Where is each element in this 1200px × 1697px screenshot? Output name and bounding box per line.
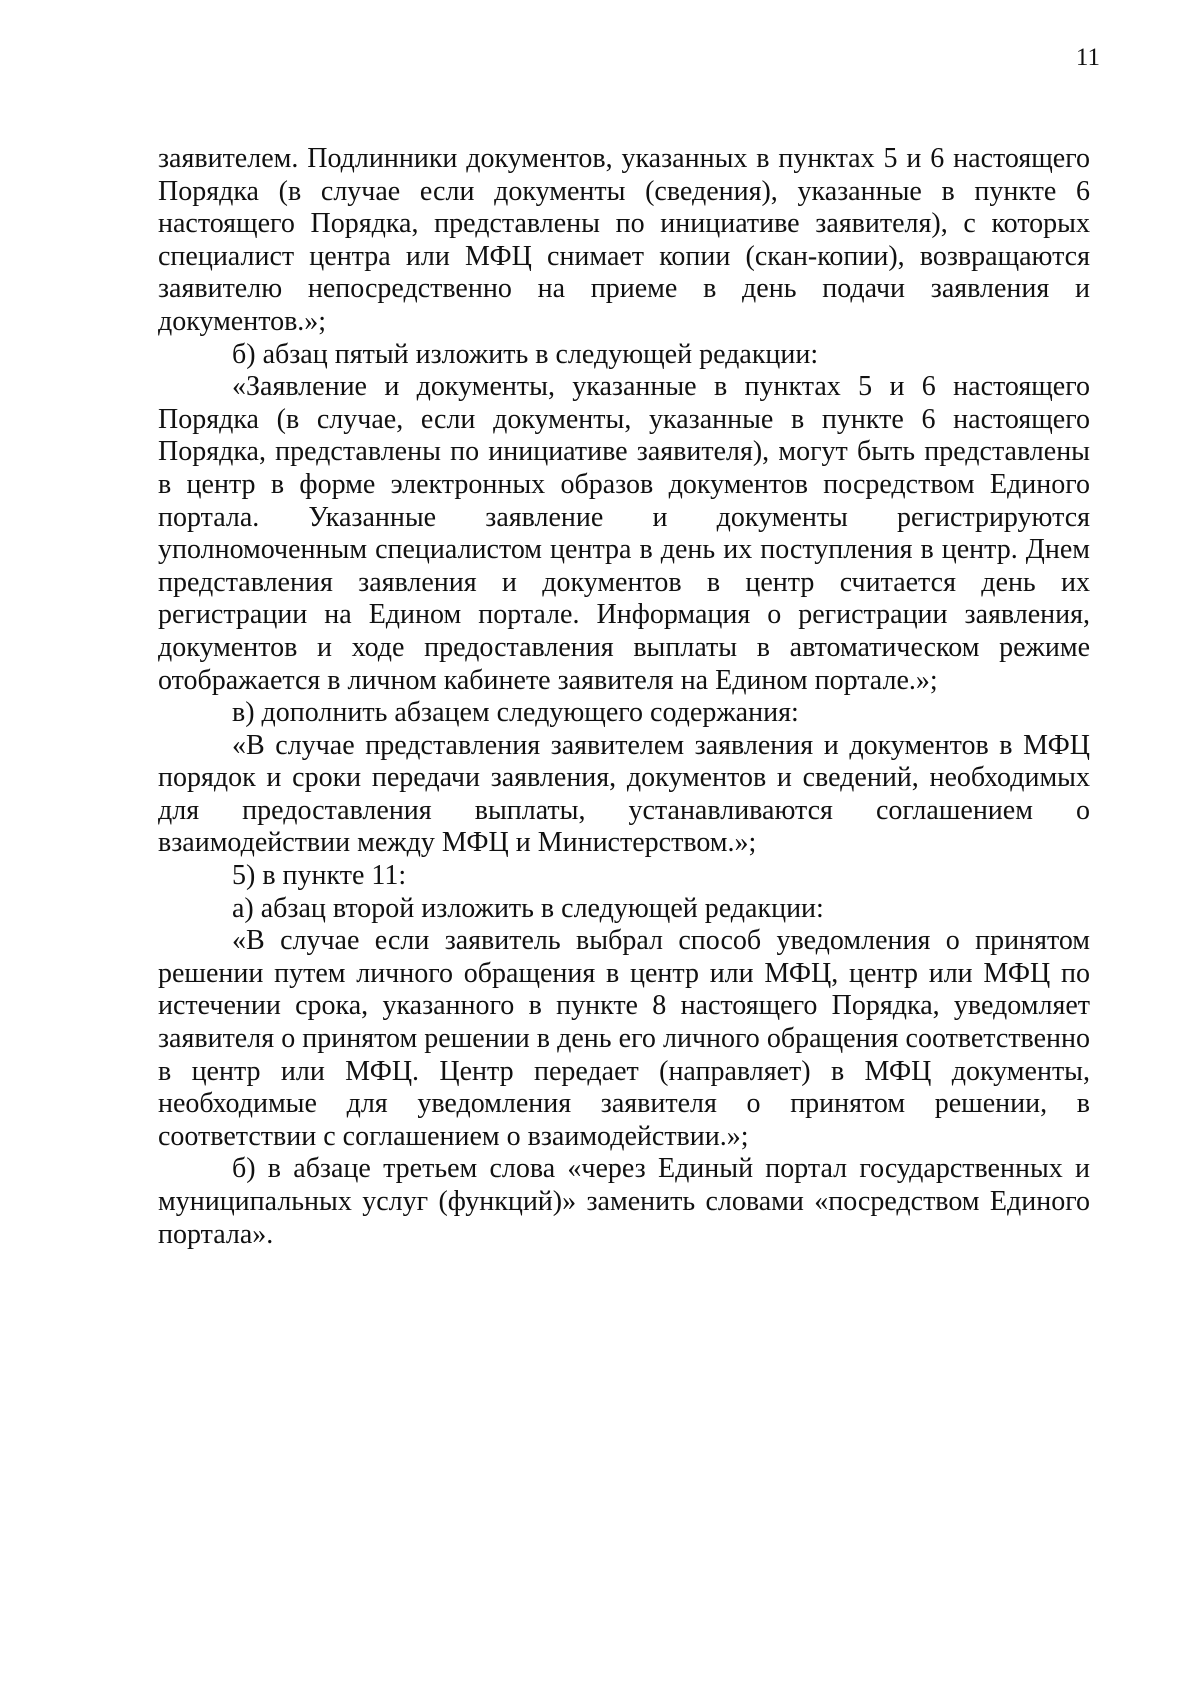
paragraph-quoted-amendment: «Заявление и документы, указанные в пунктах 5 и 6 настоящего Порядка (в случае, если документы, указанные в пункте 6 настоящего Порядка, представлены по инициативе заявителя), могут быть представлены в центр в форме электронных образов документов посредством Единого портала. Указанные заявление и документы регистрируются уполномоченным специалистом центра в день их поступления в центр. Днем представления заявления и документов в центр считается день их регистрации на Едином портале. Информация о регистрации заявления, документов и ходе предоставления выплаты в автоматическом режиме отображается в личном кабинете заявителя на Едином портале.»; [158,371,1090,696]
paragraph-quoted-notification: «В случае если заявитель выбрал способ уведомления о принятом решении путем личного обращения в центр или МФЦ, центр или МФЦ по истечении срока, указанного в пункте 8 настоящего Порядка, уведомляет заявителя о принятом решении в день его личного обращения соответственно в центр или МФЦ. Центр передает (направляет) в МФЦ документы, необходимые для уведомления заявителя о принятом решении, в соответствии с соглашением о взаимодействии.»; [158,925,1090,1152]
paragraph-subitem-b-replacement: б) в абзаце третьем слова «через Единый портал государственных и муниципальных услуг (функций)» заменить словами «посредством Единого портала». [158,1153,1090,1250]
document-body [158,143,1090,1251]
paragraph-item-5: 5) в пункте 11: [232,860,407,892]
paragraph-subitem-b: б) абзац пятый изложить в следующей редакции: [232,338,819,370]
page-number: 11 [1075,44,1100,71]
paragraph-subitem-v: в) дополнить абзацем следующего содержания: [232,697,799,729]
paragraph-continuation: заявителем. Подлинники документов, указанных в пунктах 5 и 6 настоящего Порядка (в случае если документы (сведения), указанные в пункте 6 настоящего Порядка, представлены по инициативе заявителя), с которых специалист центра или МФЦ снимает копии (скан-копии), возвращаются заявителю непосредственно на приеме в день подачи заявления и документов.»; [158,143,1090,337]
paragraph-subitem-a: а) абзац второй изложить в следующей редакции: [232,892,824,924]
paragraph-quoted-addition: «В случае представления заявителем заявления и документов в МФЦ порядок и сроки передачи заявления, документов и сведений, необходимых для предоставления выплаты, устанавливаются соглашением о взаимодействии между МФЦ и Министерством.»; [158,729,1090,859]
